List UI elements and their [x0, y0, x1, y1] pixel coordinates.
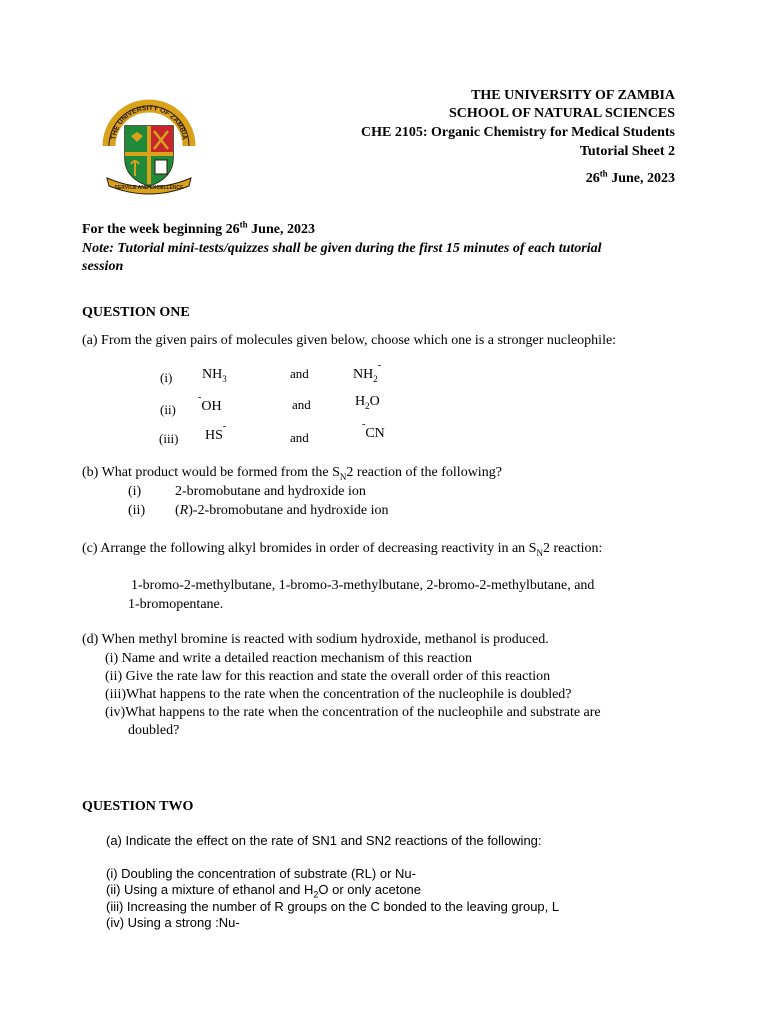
pair-left: -OH [198, 392, 222, 414]
pair-left: $NH_3$ [202, 367, 227, 384]
q1-c-line-2: 1-bromopentane. [128, 597, 224, 612]
q2-part-a: (a) Indicate the effect on the rate of SN1 and SN2 reactions of the following: [106, 833, 542, 848]
q1-d-item: (ii) Give the rate law for this reaction and state the overall order of this reaction [105, 669, 551, 684]
q1-b-item-text: 2-bromobutane and hydroxide ion [175, 484, 366, 499]
pair-and: and [292, 397, 311, 412]
header-school: SCHOOL OF NATURAL SCIENCES [449, 106, 675, 121]
header-course: CHE 2105: Organic Chemistry for Medical Students [361, 125, 675, 140]
pair-num: (i) [160, 370, 173, 385]
q2-item: (iv) Using a strong :Nu- [106, 915, 240, 930]
pair-num: (ii) [160, 402, 176, 417]
note-line-2: session [82, 259, 124, 274]
q1-c-line-1: 1-bromo-2-methylbutane, 1-bromo-3-methylbutane, 2-bromo-2-methylbutane, and [131, 578, 595, 593]
header-university: THE UNIVERSITY OF ZAMBIA [471, 88, 675, 103]
header-date: 26th June, 2023 [585, 168, 675, 186]
q2-item: (iii) Increasing the number of R groups on the C bonded to the leaving group, L [106, 899, 560, 914]
logo-motto: SERVICE AND EXCELLENCE [114, 185, 184, 191]
question-two-title: QUESTION TWO [82, 799, 194, 814]
q1-d-item: (iv)What happens to the rate when the concentration of the nucleophile and substrate are [105, 705, 601, 720]
q1-d-item-cont: doubled? [128, 723, 180, 738]
q1-part-d: (d) When methyl bromine is reacted with sodium hydroxide, methanol is produced. [82, 632, 549, 647]
q1-part-b: (b) What product would be formed from the $S_N2$ reaction of the following? [82, 465, 502, 482]
pair-left: HS- [205, 421, 227, 443]
week-line: For the week beginning 26th June, 2023 [82, 219, 315, 237]
pair-right: $NH_2^-$ [353, 360, 382, 384]
q2-item: (i) Doubling the concentration of substrate (RL) or Nu- [106, 866, 416, 881]
logo-top-text: THE UNIVERSITY OF ZAMBIA [110, 104, 188, 141]
note-line: Note: Tutorial mini-tests/quizzes shall be given during the first 15 minutes of each tutorial [82, 241, 602, 256]
university-logo [101, 96, 197, 196]
pair-right: -CN [362, 419, 385, 441]
q1-b-item-num: (ii) [128, 503, 146, 518]
pair-and: and [290, 430, 309, 445]
q1-d-item: (i) Name and write a detailed reaction mechanism of this reaction [105, 651, 472, 666]
q1-b-item-num: (i) [128, 484, 142, 499]
pair-and: and [290, 366, 309, 381]
book-icon [155, 160, 167, 174]
pair-right: $H_2O$ [355, 394, 380, 411]
q1-part-c: (c) Arrange the following alkyl bromides in order of decreasing reactivity in an $S_N2$ reaction: [82, 541, 603, 558]
question-one-title: QUESTION ONE [82, 305, 190, 320]
q1-d-item: (iii)What happens to the rate when the concentration of the nucleophile is doubled? [105, 687, 572, 702]
q1-part-a: (a) From the given pairs of molecules given below, choose which one is a stronger nucleophile: [82, 333, 617, 348]
q1-b-item-text: (R)-2-bromobutane and hydroxide ion [175, 503, 389, 518]
header-sheet: Tutorial Sheet 2 [579, 144, 675, 159]
q2-item: (ii) Using a mixture of ethanol and $H_2O$ or only acetone [106, 882, 422, 900]
pair-num: (iii) [159, 431, 179, 446]
